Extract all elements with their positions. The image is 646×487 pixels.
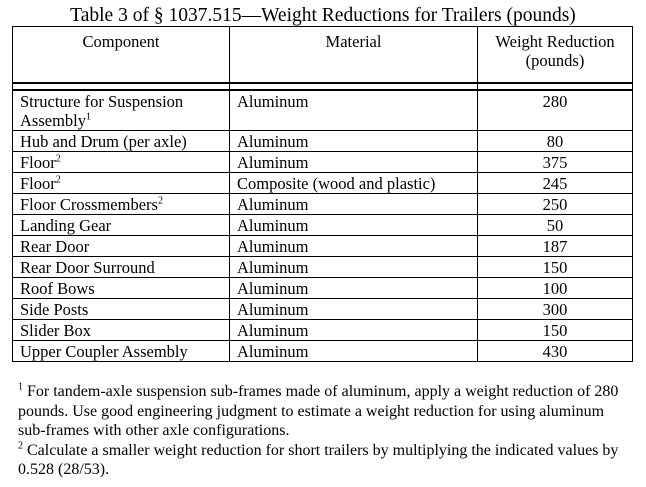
- component-text: Structure for Suspension Assembly: [20, 92, 184, 130]
- cell-weight-reduction: 80: [478, 131, 633, 152]
- footnote-mark: 2: [18, 440, 23, 452]
- component-text: Rear Door: [20, 237, 90, 256]
- table-row: [13, 152, 633, 173]
- footnote-2: [18, 441, 628, 480]
- footnotes: [18, 382, 628, 480]
- cell-material: Aluminum: [230, 90, 478, 131]
- component-text: Slider Box: [20, 321, 92, 340]
- cell-weight-reduction: 150: [478, 257, 633, 278]
- footnote-1: [18, 382, 628, 441]
- component-text: Side Posts: [20, 300, 89, 319]
- cell-material: Aluminum: [230, 236, 478, 257]
- component-text: Rear Door Surround: [20, 258, 155, 277]
- cell-weight-reduction: 245: [478, 173, 633, 194]
- table-row: [13, 173, 633, 194]
- cell-weight-reduction: 280: [478, 90, 633, 131]
- footnote-text: For tandem-axle suspension sub-frames made of aluminum, apply a weight reduction of 280 pounds. Use good engineering judgment to estimate a weight reduction for using aluminum sub-frames with other axle configurations.: [18, 383, 619, 439]
- component-text: Landing Gear: [20, 216, 112, 235]
- cell-material: Aluminum: [230, 278, 478, 299]
- component-text: Upper Coupler Assembly: [20, 342, 188, 361]
- footnote-text: Calculate a smaller weight reduction for short trailers by multiplying the indicated values by 0.528 (28/53).: [18, 441, 619, 478]
- cell-material: Aluminum: [230, 341, 478, 362]
- table-row: [13, 257, 633, 278]
- cell-material: Aluminum: [230, 299, 478, 320]
- table-row: [13, 90, 633, 131]
- cell-material: Aluminum: [230, 257, 478, 278]
- table-row: [13, 341, 633, 362]
- weight-header-line1: Weight Reduction: [495, 32, 615, 51]
- footnote-ref: 2: [157, 195, 163, 207]
- cell-weight-reduction: 150: [478, 320, 633, 341]
- cell-weight-reduction: 250: [478, 194, 633, 215]
- column-header-weight-reduction: [478, 27, 633, 84]
- cell-weight-reduction: 50: [478, 215, 633, 236]
- cell-material: Aluminum: [230, 320, 478, 341]
- cell-material: Aluminum: [230, 194, 478, 215]
- header-gap: [13, 83, 633, 90]
- cell-component: [13, 278, 230, 299]
- cell-material: Composite (wood and plastic): [230, 173, 478, 194]
- weight-header-line2: (pounds): [525, 51, 585, 70]
- table-row: [13, 320, 633, 341]
- component-text: Roof Bows: [20, 279, 95, 298]
- cell-material: Aluminum: [230, 215, 478, 236]
- cell-component: [13, 299, 230, 320]
- cell-weight-reduction: 300: [478, 299, 633, 320]
- footnote-ref: 2: [55, 153, 61, 165]
- footnote-mark: 1: [18, 381, 23, 393]
- cell-weight-reduction: 430: [478, 341, 633, 362]
- table-row: [13, 194, 633, 215]
- component-text: Floor Crossmembers: [20, 195, 158, 214]
- table-body: [13, 83, 633, 362]
- footnote-ref: 1: [86, 111, 91, 123]
- column-header-material: Material: [230, 27, 478, 84]
- footnote-ref: 2: [55, 174, 61, 186]
- table-row: [13, 215, 633, 236]
- table-row: [13, 299, 633, 320]
- cell-component: [13, 194, 230, 215]
- header-row: [13, 27, 633, 84]
- table-title: Table 3 of § 1037.515—Weight Reductions for Trailers (pounds): [70, 5, 576, 26]
- cell-component: [13, 257, 230, 278]
- cell-weight-reduction: 187: [478, 236, 633, 257]
- cell-component: [13, 131, 230, 152]
- cell-material: Aluminum: [230, 131, 478, 152]
- component-text: Floor: [20, 174, 56, 193]
- column-header-component: Component: [13, 27, 230, 84]
- cell-component: [13, 215, 230, 236]
- cell-component: [13, 173, 230, 194]
- weight-reduction-table: [12, 26, 633, 362]
- cell-component: [13, 236, 230, 257]
- cell-weight-reduction: 100: [478, 278, 633, 299]
- table-row: [13, 236, 633, 257]
- cell-component: [13, 341, 230, 362]
- table-row: [13, 278, 633, 299]
- component-text: Hub and Drum (per axle): [20, 132, 187, 151]
- cell-material: Aluminum: [230, 152, 478, 173]
- cell-component: [13, 320, 230, 341]
- component-text: Floor: [20, 153, 56, 172]
- cell-component: [13, 90, 230, 131]
- cell-weight-reduction: 375: [478, 152, 633, 173]
- table-row: [13, 131, 633, 152]
- cell-component: [13, 152, 230, 173]
